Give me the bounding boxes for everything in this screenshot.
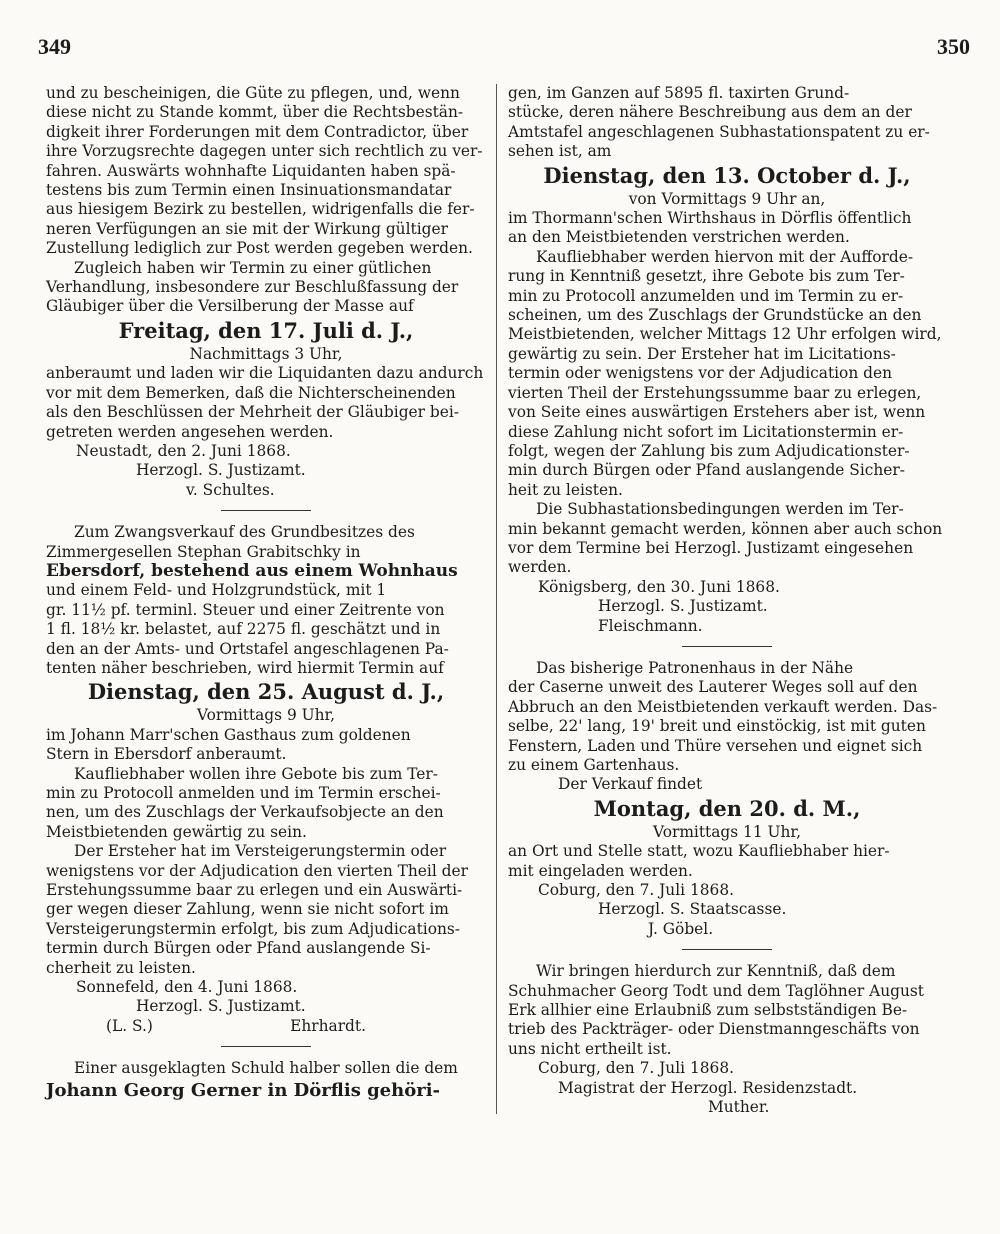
text-line: fahren. Auswärts wohnhafte Liquidanten haben spä- — [46, 161, 456, 180]
text-line: Erstehungssumme baar zu erlegen und ein Auswärti- — [46, 881, 463, 900]
text-line: Wir bringen hierdurch zur Kenntniß, daß dem — [536, 962, 896, 981]
text-line: Zugleich haben wir Termin zu einer gütlichen — [74, 258, 432, 277]
notice-2-seal: (L. S.) — [106, 1016, 153, 1035]
text-line: gewärtig zu sein. Der Ersteher hat im Licitations- — [508, 344, 896, 363]
text-line: Meistbietenden gewärtig zu sein. — [46, 822, 307, 841]
text-line: Abbruch an den Meistbietenden verkauft werden. Das- — [508, 697, 938, 716]
text-line: scheinen, um des Zuschlags der Grundstücke an den — [508, 306, 922, 325]
notice-2-line: Zimmergesellen Stephan Grabitschky in — [46, 542, 361, 561]
text-line: und zu bescheinigen, die Güte zu pflegen, und, wenn — [46, 84, 460, 102]
text-line: der Caserne unweit des Lauterer Weges soll auf den — [508, 678, 918, 697]
notice-4-place-date: Coburg, den 7. Juli 1868. — [538, 881, 735, 900]
notice-5-signature: Muther. — [708, 1098, 770, 1117]
notice-1-place-date: Neustadt, den 2. Juni 1868. — [76, 441, 291, 460]
text-line: Erk allhier eine Erlaubniß zum selbstständigen Be- — [508, 1001, 908, 1020]
text-line: als den Beschlüssen der Mehrheit der Gläubiger bei- — [46, 403, 459, 422]
notice-1-text — [46, 84, 486, 317]
text-line: getreten werden angesehen werden. — [46, 422, 334, 441]
text-line: ihre Vorzugsrechte dagegen unter sich rechtlich zu ver- — [46, 142, 483, 161]
notice-1-time: Nachmittags 3 Uhr, — [189, 344, 343, 363]
separator-line — [682, 646, 772, 647]
text-line: im Thormann'schen Wirthshaus in Dörflis öffentlich — [508, 209, 912, 228]
text-line: Der Ersteher hat im Versteigerungstermin oder — [74, 842, 447, 861]
text-line: anberaumt und laden wir die Liquidanten dazu andurch — [46, 364, 484, 383]
text-line: an Ort und Stelle statt, wozu Kaufliebhaber hier- — [508, 842, 890, 861]
text-line: min durch Bürgen oder Pfand auslangende Sicher- — [508, 461, 905, 480]
text-line: den an der Amts- und Ortstafel angeschlagenen Pa- — [46, 639, 449, 658]
text-line: an den Meistbietenden verstrichen werden. — [508, 228, 850, 247]
text-line: stücke, deren nähere Beschreibung aus dem an der — [508, 103, 912, 122]
notice-3-line: Johann Georg Gerner in Dörflis gehöri- — [46, 1079, 441, 1101]
notice-2-line: Ebersdorf, bestehend aus einem Wohnhaus — [46, 560, 458, 581]
notice-4-time: Vormittags 11 Uhr, — [653, 822, 801, 841]
notice-3-signature: Fleischmann. — [598, 616, 703, 635]
notice-1-signature: v. Schultes. — [186, 480, 275, 499]
notice-2-line: Zum Zwangsverkauf des Grundbesitzes des — [74, 523, 415, 542]
separator-line — [221, 510, 311, 511]
text-line: Schuhmacher Georg Todt und dem Taglöhner August — [508, 981, 924, 1000]
notice-3-line: Einer ausgeklagten Schuld halber sollen die dem — [74, 1059, 458, 1078]
text-line: Kaufliebhaber werden hiervon mit der Aufforde- — [536, 247, 914, 266]
text-line: Verhandlung, insbesondere zur Beschlußfassung der — [46, 278, 459, 297]
text-line: wenigstens vor der Adjudication den vierten Theil der — [46, 861, 468, 880]
text-line: Amtstafel angeschlagenen Subhastationspatent zu er- — [508, 122, 930, 141]
text-line: heit zu leisten. — [508, 480, 623, 499]
separator-line — [221, 1046, 311, 1047]
text-line: neren Verfügungen an sie mit der Wirkung gültiger — [46, 219, 448, 238]
text-line: min zu Protocoll anzumelden und im Termin zu er- — [508, 286, 904, 305]
notice-2-time: Vormittags 9 Uhr, — [196, 706, 336, 725]
notice-4-sale-intro: Der Verkauf findet — [558, 775, 703, 794]
text-line: vor dem Termine bei Herzogl. Justizamt eingesehen — [508, 538, 914, 557]
notice-4-authority: Herzogl. S. Staatscasse. — [598, 900, 787, 919]
separator-line — [682, 949, 772, 950]
text-line: digkeit ihrer Forderungen mit dem Contradictor, über — [46, 122, 469, 141]
text-line: folgt, wegen der Zahlung bis zum Adjudicationster- — [508, 441, 910, 460]
notice-2-date: Dienstag, den 25. August d. J., — [87, 679, 445, 705]
text-line: uns nicht ertheilt ist. — [508, 1039, 672, 1058]
notice-4-date: Montag, den 20. d. M., — [593, 795, 861, 821]
text-line: selbe, 22' lang, 19' breit und einstöckig, ist mit guten — [508, 717, 926, 736]
notice-3-place-date: Königsberg, den 30. Juni 1868. — [538, 577, 780, 596]
text-line: im Johann Marr'schen Gasthaus zum goldenen — [46, 725, 411, 744]
text-line: diese Zahlung nicht sofort im Licitationstermin er- — [508, 422, 904, 441]
text-line: min zu Protocoll anmelden und im Termin erschei- — [46, 784, 441, 802]
text-line: diese nicht zu Stande kommt, über die Rechtsbestän- — [46, 103, 464, 122]
page-number-right: 350 — [937, 34, 970, 59]
text-line: sehen ist, am — [508, 142, 612, 161]
text-line: min bekannt gemacht werden, können aber auch schon — [508, 519, 943, 538]
text-line: ger wegen dieser Zahlung, wenn sie nicht sofort im — [46, 900, 449, 919]
notice-2-place-date: Sonnefeld, den 4. Juni 1868. — [76, 978, 298, 997]
notice-1-date: Freitag, den 17. Juli d. J., — [118, 317, 414, 343]
text-line: testens bis zum Termin einen Insinuationsmandatar — [46, 181, 452, 200]
notice-3-authority: Herzogl. S. Justizamt. — [598, 597, 768, 616]
notice-3-date: Dienstag, den 13. October d. J., — [543, 162, 911, 188]
text-line: zu einem Gartenhaus. — [508, 756, 680, 774]
text-line: aus hiesigem Bezirk zu bestellen, widrigenfalls die fer- — [46, 200, 475, 219]
text-line: 1 fl. 18½ kr. belastet, auf 2275 fl. geschätzt und in — [46, 620, 441, 639]
text-line: von Seite eines auswärtigen Erstehers aber ist, wenn — [508, 403, 926, 422]
text-line: Fenstern, Laden und Thüre versehen und eignet sich — [508, 736, 923, 755]
text-line: tenten näher beschrieben, wird hiermit Termin auf — [46, 658, 444, 677]
text-line: und einem Feld- und Holzgrundstück, mit 1 — [46, 581, 387, 600]
notice-1-authority: Herzogl. S. Justizamt. — [136, 461, 306, 480]
notice-2-signature: Ehrhardt. — [290, 1016, 366, 1035]
text-line: Meistbietenden, welcher Mittags 12 Uhr erfolgen wird, — [508, 325, 942, 344]
right-column — [508, 84, 946, 1118]
text-line: Gläubiger über die Versilberung der Masse auf — [46, 297, 414, 316]
text-line: werden. — [508, 558, 572, 577]
text-line: termin oder wenigstens vor der Adjudication den — [508, 364, 892, 383]
text-line: Die Subhastationsbedingungen werden im Ter- — [536, 500, 904, 519]
left-column — [46, 84, 486, 1103]
text-line: cherheit zu leisten. — [46, 958, 196, 977]
notice-4-line: Das bisherige Patronenhaus in der Nähe — [536, 658, 854, 677]
notice-3-line: gen, im Ganzen auf 5895 fl. taxirten Grund- — [508, 84, 850, 102]
text-line: Zustellung lediglich zur Post werden gegeben werden. — [46, 239, 473, 258]
text-line: nen, um des Zuschlags der Verkaufsobjecte an den — [46, 803, 444, 822]
page-number-left: 349 — [38, 34, 71, 59]
text-line: mit eingeladen werden. — [508, 861, 693, 880]
text-line: termin durch Bürgen oder Pfand auslangende Si- — [46, 939, 431, 958]
text-line: vor mit dem Bemerken, daß die Nichterscheinenden — [46, 383, 456, 402]
notice-5-authority: Magistrat der Herzogl. Residenzstadt. — [558, 1078, 858, 1097]
notice-2-authority: Herzogl. S. Justizamt. — [136, 997, 306, 1016]
notice-5-place-date: Coburg, den 7. Juli 1868. — [538, 1059, 735, 1078]
text-line: Kaufliebhaber wollen ihre Gebote bis zum Ter- — [74, 764, 438, 783]
text-line: trieb des Packträger- oder Dienstmanngeschäfts von — [508, 1020, 920, 1039]
notice-3-time: von Vormittags 9 Uhr an, — [628, 189, 826, 208]
notice-4-signature: J. Göbel. — [648, 919, 714, 938]
text-line: Versteigerungstermin erfolgt, bis zum Adjudications- — [46, 919, 460, 938]
text-line: Stern in Ebersdorf anberaumt. — [46, 745, 287, 764]
text-line: vierten Theil der Erstehungssumme baar zu erlegen, — [508, 383, 922, 402]
column-divider — [496, 84, 497, 1114]
text-line: rung in Kenntniß gesetzt, ihre Gebote bis zum Ter- — [508, 267, 905, 286]
text-line: gr. 11½ pf. terminl. Steuer und einer Zeitrente von — [46, 600, 445, 619]
